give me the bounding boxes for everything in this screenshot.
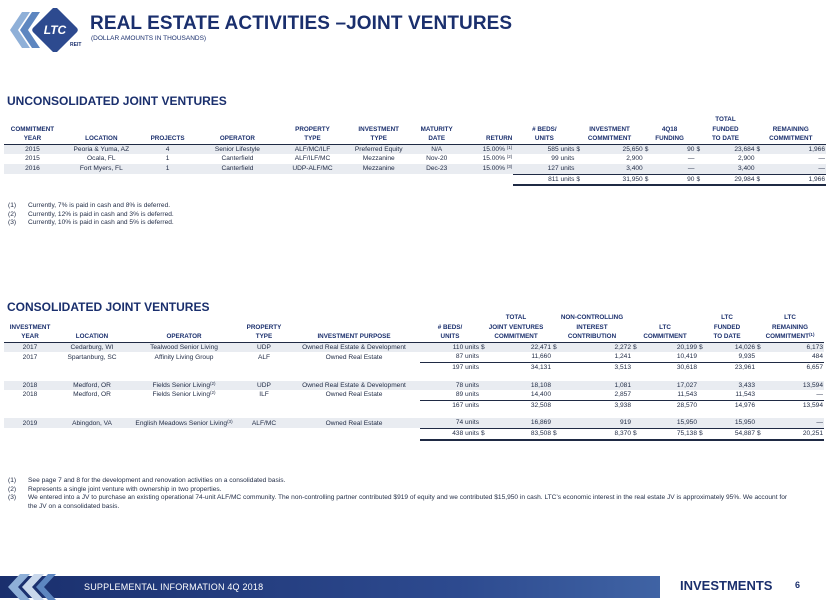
footnote-num: (1)	[8, 477, 17, 484]
return-value: 15.00%	[482, 165, 505, 173]
footnote-text: Currently, 12% is paid in cash and 3% is deferred.	[28, 210, 174, 218]
cell-total: 14,400	[480, 390, 552, 400]
subtotal-row	[4, 362, 824, 372]
total-commitment	[575, 174, 643, 185]
operator-name: Fields Senior Living	[152, 391, 211, 399]
return-note: (1)	[506, 144, 513, 150]
consolidated-footnotes	[8, 477, 788, 512]
currency-sym: $	[756, 145, 761, 153]
cell-projects: 4	[142, 144, 194, 154]
footnote-num: (1)	[8, 202, 17, 209]
footnote	[8, 202, 808, 211]
currency-sym: $	[699, 343, 703, 351]
cell-funded: 11,543	[698, 390, 756, 400]
cell-funded: 15,950	[698, 418, 756, 428]
total-remaining	[756, 428, 824, 439]
hdr-ltc-funded-2: FUNDED	[713, 323, 741, 331]
hdr-ltc-funded-3: TO DATE	[698, 332, 756, 342]
subtotal-row	[4, 400, 824, 410]
hdr-beds-2: UNITS	[420, 332, 480, 342]
cell-location: Medford, OR	[56, 381, 128, 391]
cell-investment-type: Mezzanine	[344, 164, 414, 174]
total-commitment-value: 31,950	[622, 175, 643, 183]
cell-nci	[552, 342, 632, 352]
hdr-remaining-1: REMAINING	[772, 125, 809, 133]
cell-ltc: 17,027	[632, 381, 698, 391]
hdr-nci-1: NON-CONTROLLING	[560, 314, 624, 321]
table-row	[4, 342, 824, 352]
cell-operator	[128, 381, 240, 391]
currency-sym: $	[696, 145, 701, 153]
hdr-property-type-2: TYPE	[240, 332, 288, 342]
hdr-ltc-remaining-note: (1)	[808, 332, 815, 338]
cell-remaining: 13,594	[756, 381, 824, 391]
remaining-value: 1,966	[808, 145, 825, 153]
unconsolidated-table	[4, 115, 826, 186]
cell-operator	[128, 342, 240, 352]
subtotal-ltc: 30,618	[676, 363, 697, 371]
page-title: REAL ESTATE ACTIVITIES –JOINT VENTURES	[90, 13, 513, 34]
cell-property-type: ALF/MC	[240, 418, 288, 428]
cell-location: Spartanburg, SC	[67, 353, 117, 361]
footnote-text: Represents a single joint venture with ownership in two properties.	[28, 485, 222, 493]
cell-funded: 3,433	[698, 381, 756, 391]
operator-name: Affinity Living Group	[154, 353, 214, 361]
hdr-total-jv-2: JOINT VENTURES	[488, 323, 544, 331]
currency-sym: $	[553, 429, 557, 437]
cell-total: 11,660	[480, 352, 552, 362]
total-funding-value: 90	[687, 175, 695, 183]
currency-sym: $	[757, 429, 761, 437]
cell-year: 2019	[4, 418, 56, 428]
chevron-left-icon	[0, 574, 80, 600]
hdr-total-funded-1: TOTAL	[715, 116, 736, 123]
cell-location: Medford, OR	[73, 391, 111, 399]
cell-remaining	[756, 342, 824, 352]
currency-sym: $	[644, 145, 649, 153]
hdr-maturity-1: MATURITY	[420, 125, 453, 133]
footnote-num: (2)	[8, 210, 17, 218]
cell-location: Ocala, FL	[87, 155, 116, 163]
hdr-ltc-commitment-2: COMMITMENT	[632, 332, 698, 342]
cell-return	[459, 144, 513, 154]
funding-value: 90	[687, 145, 695, 153]
logo-sub: REIT	[70, 42, 82, 48]
hdr-return: RETURN	[459, 134, 513, 144]
total-remaining-value: 20,251	[802, 429, 823, 437]
footnote-num: (3)	[8, 219, 17, 227]
cell-ltc: 11,543	[632, 390, 698, 400]
hdr-remaining-2: COMMITMENT	[756, 134, 827, 144]
cell-operator: Canterfield	[221, 155, 254, 163]
cell-funded: 2,900	[737, 155, 755, 163]
cell-operator	[128, 390, 240, 400]
cell-year: 2016	[4, 164, 61, 174]
subtotal-units: 197 units	[452, 363, 479, 371]
hdr-location: LOCATION	[61, 134, 142, 144]
cell-total	[480, 342, 552, 352]
unconsolidated-section-title: UNCONSOLIDATED JOINT VENTURES	[7, 94, 227, 108]
currency-sym: $	[633, 343, 637, 351]
cell-remaining: —	[756, 390, 824, 400]
cell-units: 78 units	[420, 381, 480, 391]
cell-ltc: 15,950	[632, 418, 698, 428]
footnote	[8, 477, 788, 486]
cell-purpose: Owned Real Estate	[288, 418, 420, 428]
currency-sym: $	[644, 175, 649, 183]
cell-commitment	[575, 144, 643, 154]
hdr-nci-3: CONTRIBUTION	[552, 332, 632, 342]
subtotal-nci: 3,513	[614, 363, 631, 371]
cell-location: Peoria & Yuma, AZ	[61, 144, 142, 154]
footnote-text: Currently, 7% is paid in cash and 8% is deferred.	[28, 202, 171, 209]
footnote	[8, 219, 808, 228]
cell-remaining: —	[818, 155, 825, 163]
hdr-inv-commitment-1: INVESTMENT	[589, 125, 630, 133]
hdr-ltc-remaining-text: COMMITMENT	[765, 333, 809, 341]
cell-funded	[695, 144, 755, 154]
footer-text: SUPPLEMENTAL INFORMATION 4Q 2018	[84, 582, 264, 592]
cell-return	[459, 164, 513, 174]
hdr-inv-commitment-2: COMMITMENT	[575, 134, 643, 144]
unconsolidated-footnotes	[8, 202, 808, 228]
cell-operator	[128, 352, 240, 362]
hdr-beds-2: UNITS	[513, 134, 575, 144]
cell-year: 2015	[25, 155, 40, 163]
total-remaining-value: 1,966	[808, 175, 825, 183]
total-remaining	[756, 174, 827, 185]
consolidated-section-title: CONSOLIDATED JOINT VENTURES	[7, 300, 210, 314]
cell-commitment: 2,900	[626, 155, 643, 163]
operator-name: Fields Senior Living	[152, 381, 211, 389]
cell-units: 110 units	[420, 342, 480, 352]
hdr-investment-year-1: INVESTMENT	[9, 323, 51, 331]
cell-remaining: 484	[756, 352, 824, 362]
hdr-total-funded-2: FUNDED	[712, 125, 739, 133]
operator-name: Tealwood Senior Living	[150, 343, 218, 351]
footnote-text: Currently, 10% is paid in cash and 5% is deferred.	[28, 219, 174, 227]
cell-location: Fort Myers, FL	[61, 164, 142, 174]
hdr-projects: PROJECTS	[142, 134, 194, 144]
cell-units: 89 units	[420, 390, 480, 400]
total-ltc-value: 75,138	[676, 429, 697, 437]
cell-investment-type: Preferred Equity	[344, 144, 414, 154]
hdr-property-type-1: PROPERTY	[295, 125, 330, 133]
cell-units: 127 units	[513, 164, 575, 174]
hdr-total-funded-3: TO DATE	[695, 134, 755, 144]
total-total	[480, 428, 552, 439]
table-row	[4, 154, 826, 164]
cell-total: 18,108	[480, 381, 552, 391]
cell-projects: 1	[142, 164, 194, 174]
cell-property-type: ALF	[257, 353, 271, 361]
footnote	[8, 486, 788, 495]
total-units: 811 units	[513, 174, 575, 185]
footer-bar	[0, 574, 830, 598]
page-number: 6	[795, 580, 801, 590]
cell-funded: 3,400	[695, 164, 755, 174]
funded-value: 14,026	[734, 343, 755, 351]
footnote-num: (3)	[8, 494, 17, 502]
currency-sym: $	[553, 343, 557, 351]
hdr-location: LOCATION	[56, 332, 128, 342]
cell-projects: 1	[165, 155, 170, 163]
cell-location: Cedarburg, WI	[56, 342, 128, 352]
cell-purpose: Owned Real Estate	[325, 353, 383, 361]
hdr-ltc-funded-1: LTC	[721, 314, 733, 321]
hdr-ltc-commitment-1: LTC	[659, 323, 671, 331]
hdr-investment-type-2: TYPE	[344, 134, 414, 144]
cell-ltc	[632, 342, 698, 352]
operator-note: (2)	[210, 380, 216, 386]
cell-remaining	[756, 144, 827, 154]
page-subtitle: (DOLLAR AMOUNTS IN THOUSANDS)	[91, 35, 207, 42]
cell-operator: Senior Lifestyle	[193, 144, 281, 154]
ltc-reit-logo	[8, 8, 84, 52]
subtotal-nci: 3,938	[614, 401, 631, 409]
currency-sym: $	[481, 429, 485, 437]
subtotal-total: 34,131	[530, 363, 551, 371]
footnote	[8, 211, 808, 220]
consolidated-table	[4, 313, 824, 441]
hdr-ltc-remaining-3	[756, 332, 824, 342]
hdr-nci-2: INTEREST	[576, 323, 608, 331]
cell-year: 2018	[4, 381, 56, 391]
total-funded-value: 29,984	[734, 175, 755, 183]
subtotal-total: 32,508	[530, 401, 551, 409]
footnote-text: See page 7 and 8 for the development and renovation activities on a consolidated basis.	[28, 477, 286, 484]
cell-remaining: —	[756, 418, 824, 428]
logo-text: LTC	[43, 23, 67, 37]
subtotal-funded: 14,976	[734, 401, 755, 409]
remaining-value: 6,173	[806, 343, 823, 351]
table-row	[4, 390, 824, 400]
cell-commitment: 3,400	[575, 164, 643, 174]
cell-maturity: N/A	[414, 144, 460, 154]
total-nci	[552, 428, 632, 439]
subtotal-remaining: 6,657	[806, 363, 823, 371]
table-row	[4, 418, 824, 428]
footnote-num: (2)	[8, 485, 17, 493]
return-note: (3)	[506, 164, 513, 170]
cell-year: 2015	[4, 144, 61, 154]
hdr-investment-type-1: INVESTMENT	[358, 125, 400, 133]
cell-funded: 9,935	[698, 352, 756, 362]
hdr-total-jv-3: COMMITMENT	[480, 332, 552, 342]
subtotal-remaining: 13,594	[802, 401, 823, 409]
cell-purpose: Owned Real Estate	[325, 391, 383, 399]
hdr-operator: OPERATOR	[193, 134, 281, 144]
currency-sym: $	[633, 429, 637, 437]
hdr-property-type-2: TYPE	[281, 134, 343, 144]
currency-sym: $	[576, 145, 581, 153]
operator-name: English Meadows Senior Living	[135, 419, 228, 427]
cell-investment-type: Mezzanine	[362, 155, 395, 163]
hdr-investment-purpose: INVESTMENT PURPOSE	[288, 332, 420, 342]
commitment-value: 25,650	[622, 145, 643, 153]
total-ltc	[632, 428, 698, 439]
cell-nci: 1,241	[552, 352, 632, 362]
total-nci-value: 8,370	[614, 429, 631, 437]
total-row	[4, 428, 824, 439]
currency-sym: $	[696, 175, 701, 183]
cell-maturity: Dec-23	[414, 164, 460, 174]
currency-sym: $	[757, 343, 761, 351]
hdr-ltc-remaining-1: LTC	[784, 314, 796, 321]
cell-purpose: Owned Real Estate & Development	[288, 342, 420, 352]
cell-year: 2017	[22, 353, 38, 361]
total-row	[4, 174, 826, 185]
cell-year: 2017	[4, 342, 56, 352]
cell-remaining: —	[756, 164, 827, 174]
currency-sym: $	[481, 343, 485, 351]
footnote-text: We entered into a JV to purchase an existing operational 74-unit ALF/MC community. The non-controlling partner contributed $919 of equity and we contributed $15,950 in cash. LTC’s economic interest in the real estate JV is approximately 95%. We account for the JV on a consolidated basis.	[28, 494, 788, 511]
cell-units: 585 units	[513, 144, 575, 154]
nci-value: 2,272	[614, 343, 631, 351]
cell-funding: —	[644, 164, 696, 174]
hdr-total-jv-1: TOTAL	[505, 314, 527, 321]
cell-property-type: UDP-ALF/MC	[281, 164, 343, 174]
operator-note: (2)	[210, 390, 216, 396]
total-funded-value: 54,887	[734, 429, 755, 437]
table-row	[4, 352, 824, 362]
cell-property-type: ALF/ILF/MC	[294, 155, 331, 163]
total-units: 438 units	[420, 428, 480, 439]
hdr-commitment-year-1: COMMITMENT	[10, 125, 55, 133]
total-total-value: 83,508	[530, 429, 551, 437]
cell-funding: —	[687, 155, 695, 163]
hdr-beds-1: # BEDS/	[437, 323, 463, 331]
cell-property-type: ALF/MC/ILF	[281, 144, 343, 154]
hdr-investment-year-2: YEAR	[4, 332, 56, 342]
footer-section-label: INVESTMENTS	[680, 578, 773, 593]
cell-total: 16,869	[480, 418, 552, 428]
cell-operator: Canterfield	[193, 164, 281, 174]
subtotal-ltc: 28,570	[676, 401, 697, 409]
cell-property-type: UDP	[240, 342, 288, 352]
return-value: 15.00%	[482, 145, 505, 153]
return-value: 15.00%	[482, 155, 505, 163]
subtotal-funded: 23,961	[734, 363, 755, 371]
hdr-ltc-remaining-2: REMAINING	[771, 323, 809, 331]
return-note: (2)	[506, 154, 513, 160]
hdr-maturity-2: DATE	[414, 134, 460, 144]
cell-maturity: Nov-20	[426, 155, 448, 163]
table-row	[4, 164, 826, 174]
cell-funding	[644, 144, 696, 154]
hdr-q4-funding-2: FUNDING	[644, 134, 696, 144]
total-funded	[695, 174, 755, 185]
cell-return	[459, 154, 513, 164]
cell-nci: 919	[552, 418, 632, 428]
table-row	[4, 381, 824, 391]
hdr-beds-1: # BEDS/	[532, 125, 557, 133]
footnote	[8, 494, 788, 511]
total-funded	[698, 428, 756, 439]
cell-year: 2018	[22, 391, 38, 399]
currency-sym: $	[699, 429, 703, 437]
funded-value: 23,684	[734, 145, 755, 153]
cell-units: 87 units	[420, 352, 480, 362]
cell-funded	[698, 342, 756, 352]
cell-purpose: Owned Real Estate & Development	[288, 381, 420, 391]
total-value: 22,471	[530, 343, 551, 351]
cell-units: 74 units	[420, 418, 480, 428]
cell-property-type: UDP	[240, 381, 288, 391]
cell-nci: 2,857	[552, 390, 632, 400]
hdr-operator: OPERATOR	[128, 332, 240, 342]
hdr-commitment-year-2: YEAR	[4, 134, 61, 144]
total-funding	[644, 174, 696, 185]
currency-sym: $	[576, 175, 581, 183]
cell-nci: 1,081	[552, 381, 632, 391]
cell-property-type: ILF	[259, 391, 269, 399]
hdr-property-type-1: PROPERTY	[246, 323, 282, 331]
cell-location: Abingdon, VA	[56, 418, 128, 428]
subtotal-units: 167 units	[452, 401, 479, 409]
operator-note: (3)	[227, 418, 233, 424]
cell-units: 99 units	[551, 155, 575, 163]
cell-ltc: 10,419	[632, 352, 698, 362]
table-row	[4, 144, 826, 154]
currency-sym: $	[756, 175, 761, 183]
ltc-value: 20,199	[676, 343, 697, 351]
hdr-q4-funding-1: 4Q18	[661, 125, 678, 133]
cell-operator	[128, 418, 240, 428]
